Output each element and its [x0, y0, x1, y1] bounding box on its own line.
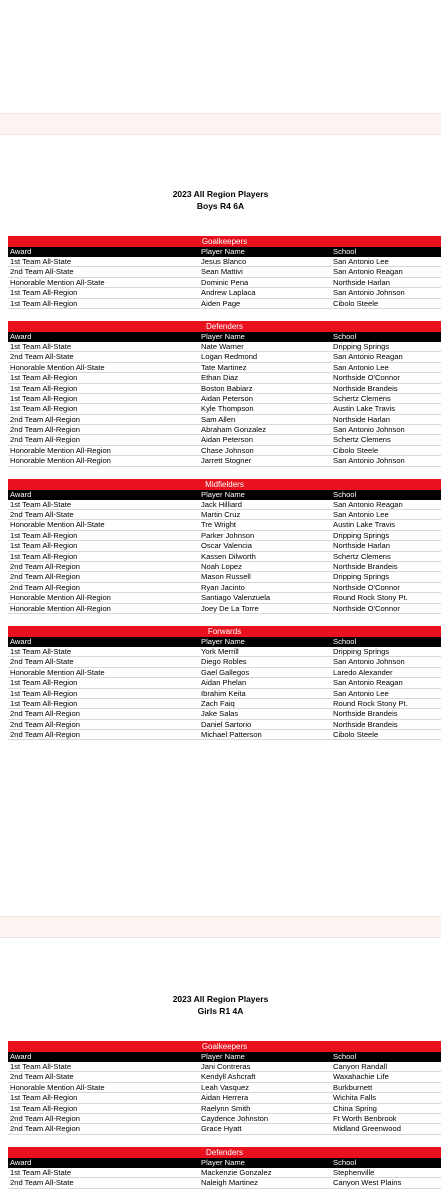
column-header: Award — [10, 636, 32, 646]
award-cell: 1st Team All-Region — [10, 298, 78, 308]
table-row — [8, 1093, 441, 1103]
player-cell: York Merrill — [201, 646, 239, 656]
column-header: School — [333, 1052, 357, 1061]
school-cell: San Antonio Lee — [333, 257, 389, 266]
table-row — [8, 373, 441, 383]
player-cell: Gael Gallegos — [201, 667, 250, 677]
school-cell: San Antonio Johnson — [333, 288, 405, 298]
section-forwards — [8, 626, 441, 741]
award-cell: 2nd Team All-State — [10, 352, 74, 362]
school-cell: San Antonio Reagan — [333, 678, 403, 688]
doc1-title: 2023 All Region Players — [172, 189, 269, 199]
table-row — [8, 657, 441, 667]
award-cell: 2nd Team All-State — [10, 267, 74, 277]
column-header-row — [8, 637, 441, 647]
player-cell: Joey De La Torre — [201, 603, 259, 613]
award-cell: 1st Team All-State — [10, 341, 72, 351]
school-cell: Dripping Springs — [333, 572, 390, 582]
school-cell: San Antonio Lee — [333, 688, 389, 698]
school-cell: Northside O'Connor — [333, 582, 400, 592]
player-cell: Jake Salas — [201, 709, 239, 719]
school-cell: Dripping Springs — [333, 646, 390, 656]
award-cell: Honorable Mention All-Region — [10, 593, 111, 603]
award-cell: 1st Team All-Region — [10, 688, 78, 698]
player-cell: Abraham Gonzalez — [201, 425, 267, 435]
school-cell: Northside Brandeis — [333, 719, 398, 729]
school-cell: Austin Lake Travis — [333, 404, 396, 414]
column-header: Player Name — [201, 636, 245, 646]
player-cell: Diego Robles — [201, 657, 247, 667]
award-cell: 1st Team All-Region — [10, 383, 78, 393]
section-header: Midfielders — [8, 479, 441, 490]
column-header: School — [333, 1157, 357, 1167]
award-cell: 1st Team All-Region — [10, 393, 78, 403]
school-cell: Northside Brandeis — [333, 383, 398, 393]
school-cell: San Antonio Reagan — [333, 352, 403, 362]
column-header: School — [333, 636, 357, 646]
player-cell: Michael Patterson — [201, 730, 262, 740]
player-cell: Kassen Dilworth — [201, 551, 256, 561]
table-row — [8, 404, 441, 414]
table-row — [8, 278, 441, 288]
player-cell: Aiden Page — [201, 298, 241, 308]
table-row — [8, 562, 441, 572]
column-header: Player Name — [201, 489, 245, 499]
table-row — [8, 1072, 441, 1082]
school-cell: Schertz Clemens — [333, 435, 391, 445]
player-cell: Parker Johnson — [201, 530, 255, 540]
award-cell: 1st Team All-Region — [10, 373, 78, 383]
section-header: Forwards — [8, 626, 441, 637]
player-cell: Kyle Thompson — [201, 404, 254, 414]
award-cell: Honorable Mention All-State — [10, 667, 105, 677]
player-cell: Daniel Sartorio — [201, 719, 252, 729]
player-cell: Ethan Diaz — [201, 373, 239, 383]
school-cell: Austin Lake Travis — [333, 520, 396, 530]
award-cell: 2nd Team All-State — [10, 657, 74, 667]
award-cell: 2nd Team All-Region — [10, 1124, 80, 1134]
player-cell: Chase Johnson — [201, 445, 254, 455]
column-header-row — [8, 1052, 441, 1062]
table-row — [8, 520, 441, 530]
award-cell: 2nd Team All-State — [10, 1178, 74, 1188]
table-row — [8, 384, 441, 394]
player-cell: Santiago Valenzuela — [201, 593, 271, 603]
award-cell: 2nd Team All-Region — [10, 435, 80, 445]
section-defenders — [8, 1147, 441, 1189]
school-cell: Cibolo Steele — [333, 445, 379, 455]
school-cell: Schertz Clemens — [333, 393, 391, 403]
doc1-roster-table — [8, 236, 441, 740]
school-cell: Northside O'Connor — [333, 373, 400, 383]
award-cell: 1st Team All-Region — [10, 1103, 78, 1113]
player-cell: Mackenzie Gonzalez — [201, 1167, 272, 1177]
player-cell: Aidan Herrera — [201, 1093, 249, 1103]
table-row — [8, 352, 441, 362]
school-cell: Northside Harlan — [333, 277, 390, 287]
doc1-subtitle: Boys R4 6A — [196, 201, 245, 211]
award-cell: 2nd Team All-Region — [10, 1113, 80, 1123]
page-gap-middle — [0, 916, 441, 938]
column-header: School — [333, 247, 357, 256]
school-cell: Northside Brandeis — [333, 561, 398, 571]
player-cell: Raelynn Smith — [201, 1103, 251, 1113]
doc2-roster-table — [8, 1041, 441, 1189]
award-cell: 2nd Team All-Region — [10, 719, 80, 729]
table-row — [8, 435, 441, 445]
award-cell: 2nd Team All-Region — [10, 730, 80, 740]
table-row — [8, 572, 441, 582]
award-cell: Honorable Mention All-Region — [10, 603, 111, 613]
school-cell: Cibolo Steele — [333, 730, 379, 740]
column-header: Award — [10, 1157, 32, 1167]
table-row — [8, 1083, 441, 1093]
player-cell: Noah Lopez — [201, 561, 242, 571]
table-row — [8, 342, 441, 352]
school-cell: San Antonio Johnson — [333, 425, 405, 435]
award-cell: 1st Team All-State — [10, 646, 72, 656]
award-cell: 2nd Team All-State — [10, 1072, 74, 1082]
school-cell: Burkburnett — [333, 1082, 373, 1092]
school-cell: San Antonio Johnson — [333, 657, 405, 667]
column-header: Award — [10, 331, 32, 341]
column-header: School — [333, 331, 357, 341]
school-cell: Midland Greenwood — [333, 1124, 401, 1134]
award-cell: 1st Team All-Region — [10, 1093, 78, 1103]
award-cell: 2nd Team All-Region — [10, 709, 80, 719]
school-cell: Canyon West Plains — [333, 1178, 402, 1188]
school-cell: Laredo Alexander — [333, 667, 393, 677]
column-header: Player Name — [201, 1052, 245, 1061]
school-cell: San Antonio Lee — [333, 362, 389, 372]
school-cell: Wichita Falls — [333, 1093, 377, 1103]
school-cell: San Antonio Reagan — [333, 499, 403, 509]
table-row — [8, 678, 441, 688]
table-row — [8, 1062, 441, 1072]
school-cell: Waxahachie Life — [333, 1072, 389, 1082]
school-cell: Ft Worth Benbrook — [333, 1113, 397, 1123]
player-cell: Aidan Peterson — [201, 393, 253, 403]
section-goalkeepers — [8, 1041, 441, 1135]
school-cell: Cibolo Steele — [333, 298, 379, 308]
school-cell: Northside O'Connor — [333, 603, 400, 613]
section-header: Defenders — [8, 321, 441, 332]
school-cell: Round Rock Stony Pt. — [333, 698, 408, 708]
table-row — [8, 541, 441, 551]
column-header: Award — [10, 489, 32, 499]
school-cell: Dripping Springs — [333, 530, 390, 540]
award-cell: 1st Team All-Region — [10, 404, 78, 414]
table-row — [8, 415, 441, 425]
award-cell: 2nd Team All-Region — [10, 582, 80, 592]
player-cell: Mason Russell — [201, 572, 251, 582]
table-row — [8, 288, 441, 298]
school-cell: Northside Harlan — [333, 541, 390, 551]
table-row — [8, 257, 441, 267]
table-row — [8, 1178, 441, 1188]
table-row — [8, 720, 441, 730]
award-cell: 2nd Team All-Region — [10, 414, 80, 424]
table-row — [8, 510, 441, 520]
school-cell: Schertz Clemens — [333, 551, 391, 561]
award-cell: 2nd Team All-Region — [10, 572, 80, 582]
award-cell: 1st Team All-State — [10, 257, 72, 266]
table-row — [8, 1168, 441, 1178]
table-row — [8, 500, 441, 510]
school-cell: Stephenville — [333, 1167, 375, 1177]
award-cell: 1st Team All-State — [10, 1062, 72, 1071]
award-cell: 1st Team All-Region — [10, 698, 78, 708]
table-row — [8, 446, 441, 456]
player-cell: Ryan Jacinto — [201, 582, 245, 592]
player-cell: Jani Contreras — [201, 1062, 251, 1071]
school-cell: Canyon Randall — [333, 1062, 388, 1071]
player-cell: Zach Faiq — [201, 698, 235, 708]
table-row — [8, 699, 441, 709]
column-header: Award — [10, 1052, 32, 1061]
table-row — [8, 730, 441, 740]
table-row — [8, 425, 441, 435]
column-header: Player Name — [201, 1157, 245, 1167]
table-row — [8, 709, 441, 719]
table-row — [8, 267, 441, 277]
award-cell: 1st Team All-Region — [10, 541, 78, 551]
player-cell: Jesus Blanco — [201, 257, 247, 266]
player-cell: Oscar Valencia — [201, 541, 252, 551]
school-cell: China Spring — [333, 1103, 377, 1113]
player-cell: Naleigh Martinez — [201, 1178, 258, 1188]
school-cell: San Antonio Reagan — [333, 267, 403, 277]
table-row — [8, 1114, 441, 1124]
player-cell: Sam Allen — [201, 414, 236, 424]
section-midfielders — [8, 479, 441, 614]
award-cell: Honorable Mention All-State — [10, 362, 105, 372]
player-cell: Tate Martinez — [201, 362, 247, 372]
table-row — [8, 604, 441, 614]
section-defenders — [8, 321, 441, 467]
section-header: Goalkeepers — [8, 236, 441, 247]
column-header: Award — [10, 247, 32, 256]
player-cell: Kendyll Ashcraft — [201, 1072, 256, 1082]
column-header-row — [8, 1158, 441, 1168]
player-cell: Jack Hilliard — [201, 499, 242, 509]
player-cell: Aidan Peterson — [201, 435, 253, 445]
award-cell: 2nd Team All-Region — [10, 561, 80, 571]
player-cell: Grace Hyatt — [201, 1124, 242, 1134]
award-cell: 2nd Team All-State — [10, 510, 74, 520]
column-header-row — [8, 247, 441, 257]
column-header: School — [333, 489, 357, 499]
award-cell: 1st Team All-State — [10, 1167, 72, 1177]
player-cell: Leah Vasquez — [201, 1082, 249, 1092]
player-cell: Caydence Johnston — [201, 1113, 269, 1123]
school-cell: San Antonio Johnson — [333, 456, 405, 466]
table-row — [8, 531, 441, 541]
school-cell: Round Rock Stony Pt. — [333, 593, 408, 603]
column-header: Player Name — [201, 247, 245, 256]
award-cell: 1st Team All-State — [10, 499, 72, 509]
player-cell: Logan Redmond — [201, 352, 258, 362]
award-cell: Honorable Mention All-Region — [10, 456, 111, 466]
table-row — [8, 593, 441, 603]
player-cell: Martin Cruz — [201, 510, 241, 520]
table-row — [8, 394, 441, 404]
player-cell: Aidan Phelan — [201, 678, 247, 688]
section-goalkeepers — [8, 236, 441, 309]
section-header: Defenders — [8, 1147, 441, 1158]
doc2-subtitle: Girls R1 4A — [197, 1006, 244, 1016]
table-row — [8, 456, 441, 466]
award-cell: 2nd Team All-Region — [10, 425, 80, 435]
table-row — [8, 552, 441, 562]
award-cell: 1st Team All-Region — [10, 678, 78, 688]
table-row — [8, 299, 441, 309]
school-cell: Dripping Springs — [333, 341, 390, 351]
award-cell: Honorable Mention All-State — [10, 1082, 105, 1092]
player-cell: Boston Babiarz — [201, 383, 253, 393]
table-row — [8, 1104, 441, 1114]
award-cell: 1st Team All-Region — [10, 288, 78, 298]
table-row — [8, 689, 441, 699]
school-cell: Northside Harlan — [333, 414, 390, 424]
table-row — [8, 668, 441, 678]
table-row — [8, 583, 441, 593]
column-header-row — [8, 490, 441, 500]
player-cell: Andrew Laplaca — [201, 288, 256, 298]
award-cell: Honorable Mention All-Region — [10, 445, 111, 455]
player-cell: Tre Wright — [201, 520, 237, 530]
doc2-title: 2023 All Region Players — [172, 994, 269, 1004]
section-header: Goalkeepers — [8, 1041, 441, 1052]
player-cell: Ibrahim Keita — [201, 688, 246, 698]
page-gap-top — [0, 113, 441, 135]
award-cell: 1st Team All-Region — [10, 551, 78, 561]
table-row — [8, 647, 441, 657]
column-header-row — [8, 332, 441, 342]
award-cell: Honorable Mention All-State — [10, 277, 105, 287]
player-cell: Sean Mattivi — [201, 267, 243, 277]
school-cell: Northside Brandeis — [333, 709, 398, 719]
table-row — [8, 1124, 441, 1134]
column-header: Player Name — [201, 331, 245, 341]
player-cell: Jarrett Stogner — [201, 456, 252, 466]
award-cell: Honorable Mention All-State — [10, 520, 105, 530]
player-cell: Dominic Pena — [201, 277, 249, 287]
school-cell: San Antonio Lee — [333, 510, 389, 520]
award-cell: 1st Team All-Region — [10, 530, 78, 540]
table-row — [8, 363, 441, 373]
player-cell: Nate Warner — [201, 341, 244, 351]
